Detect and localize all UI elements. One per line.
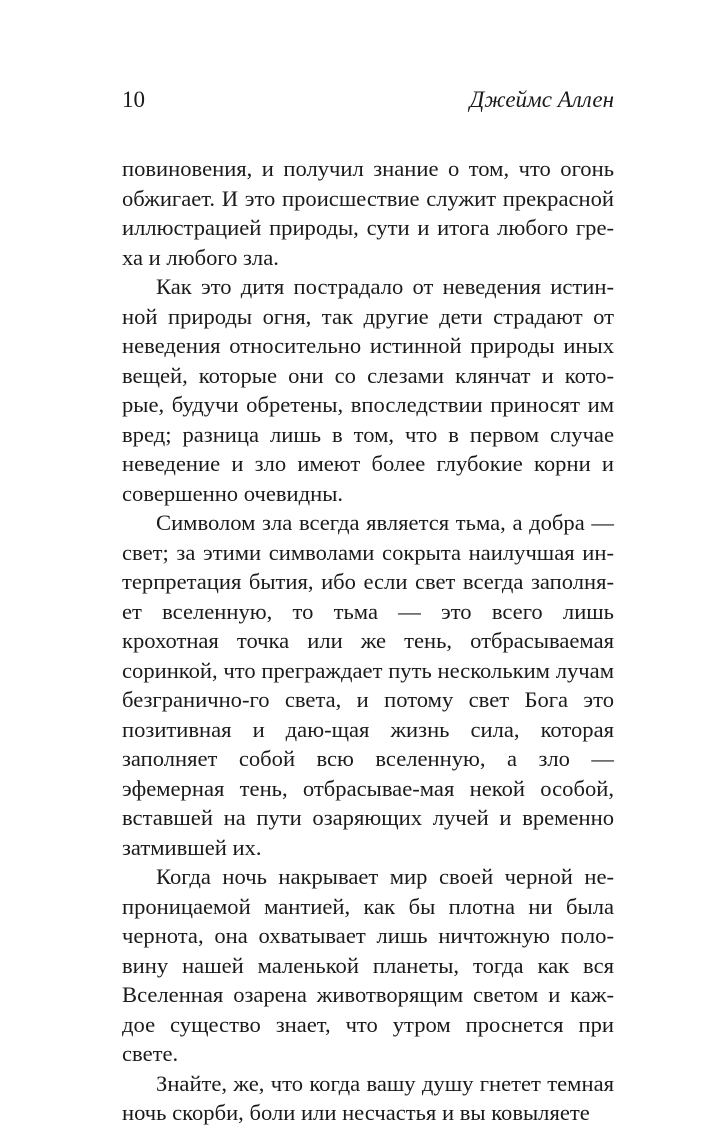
text-line: повиновения, и получил знание о том, что огонь xyxy=(122,156,614,181)
text-line: преграждает путь нескольким лучам безгранично- xyxy=(122,657,614,712)
paragraph-5 xyxy=(122,1069,614,1128)
text-line: Вселенная озарена животворящим светом и каж- xyxy=(122,982,614,1007)
text-line: щая жизнь сила, которая заполняет собой всю xyxy=(122,716,614,771)
text-line: проницаемой мантией, как бы плотна ни была xyxy=(122,893,614,919)
text-line: свет; за этими символами сокрыта наилучшая ин- xyxy=(122,539,614,565)
paragraph-2 xyxy=(122,272,614,508)
paragraph-4 xyxy=(122,862,614,1069)
text-line: лучей и временно затмившей их. xyxy=(122,805,614,860)
text-line: Когда ночь накрывает мир своей черной не- xyxy=(156,864,614,889)
text-line: Символом зла всегда является тьма, а добра — xyxy=(156,510,614,535)
paragraph-3 xyxy=(122,508,614,862)
text-line: дое существо знает, что утром проснется при xyxy=(122,1011,614,1037)
text-line: рые, будучи обретены, впоследствии приносят им xyxy=(122,392,614,417)
running-head-author: Джеймс Аллен xyxy=(469,87,614,112)
text-line: вселенную, а зло — эфемерная тень, отбрасывае- xyxy=(122,746,614,801)
text-line: мая некой особой, вставшей на пути озаряющих xyxy=(122,775,614,830)
text-line: обжигает. И это происшествие служит прекрасной xyxy=(122,185,614,211)
text-line: ной природы огня, так другие дети страдают от xyxy=(122,303,614,329)
book-page xyxy=(122,86,614,1128)
text-line: вещей, которые они со слезами клянчат и кото- xyxy=(122,362,614,388)
text-line: неведение и зло имеют более глубокие корни xyxy=(122,451,591,476)
text-line: го света, и потому свет Бога это позитивная и даю- xyxy=(122,687,614,742)
text-line: вину нашей маленькой планеты, тогда как вся xyxy=(122,952,614,978)
text-line: неведения относительно истинной природы иных xyxy=(122,333,614,358)
text-line: чернота, она охватывает лишь ничтожную поло- xyxy=(122,923,614,948)
text-line: точка или же тень, отбрасываемая соринкой, что xyxy=(122,628,614,683)
page-number: 10 xyxy=(122,87,145,112)
text-line: и совершенно очевидны. xyxy=(122,451,614,506)
text-line: иллюстрацией природы, сути и итога любого гре- xyxy=(122,215,614,240)
text-line: ха и любого зла. xyxy=(122,244,279,270)
text-line: свете. xyxy=(122,1041,179,1066)
text-line: Знайте, же, что когда вашу душу гнетет темная xyxy=(156,1070,614,1096)
paragraph-1 xyxy=(122,154,614,272)
text-line: вред; разница лишь в том, что в первом случае xyxy=(122,421,614,447)
page-header xyxy=(122,86,614,114)
text-line: ночь скорби, боли или несчастья и вы ковыляете xyxy=(122,1100,590,1125)
text-line: терпретация бытия, ибо если свет всегда заполня- xyxy=(122,569,614,594)
text-line: Как это дитя пострадало от неведения истин- xyxy=(156,274,614,299)
text-line: ет вселенную, то тьма — это всего лишь крохотная xyxy=(122,598,614,653)
body-text xyxy=(122,154,614,1128)
